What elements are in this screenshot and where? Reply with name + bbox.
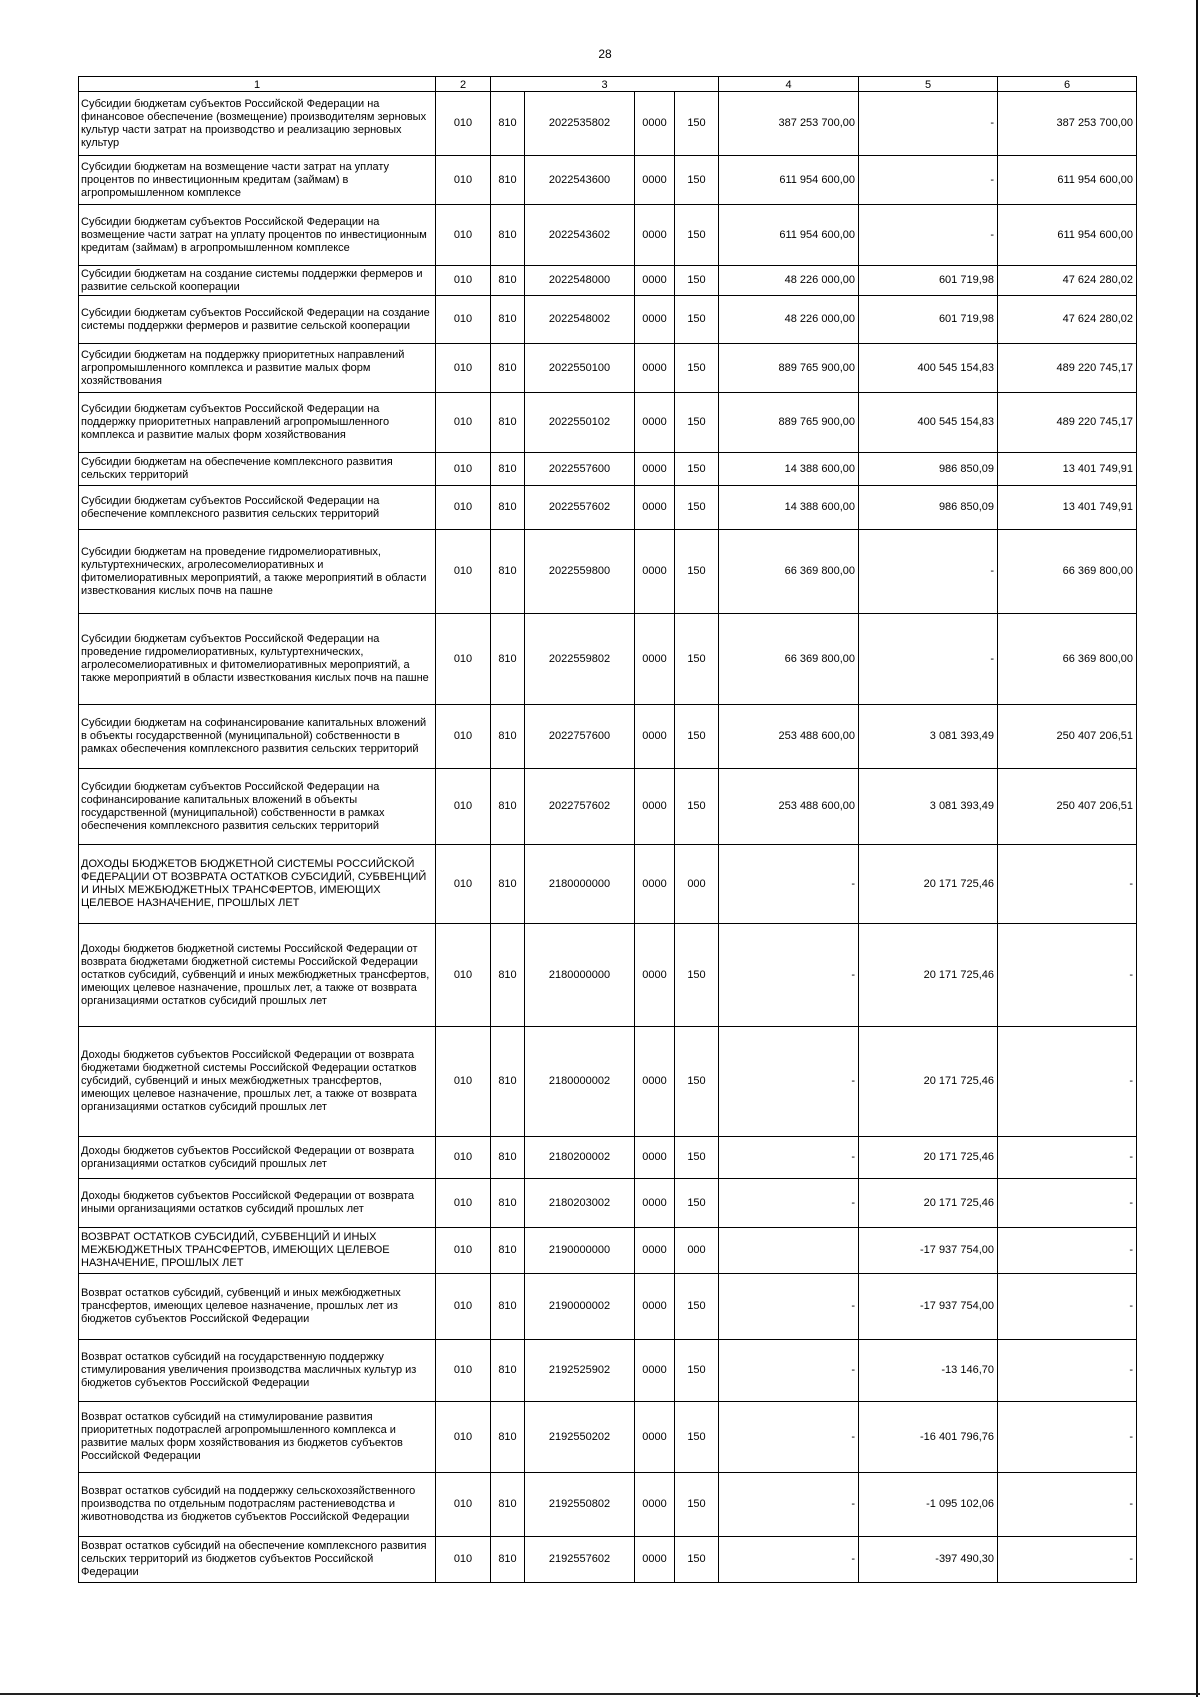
table-body bbox=[79, 77, 1137, 1583]
row-value-v6: - bbox=[998, 1274, 1137, 1340]
row-value-v4: 889 765 900,00 bbox=[719, 344, 859, 393]
table-row bbox=[79, 769, 1137, 845]
row-code-c4: 0000 bbox=[635, 1179, 675, 1228]
row-code-c1: 010 bbox=[436, 393, 491, 453]
row-code-c2: 810 bbox=[491, 1402, 525, 1473]
row-value-v4: 14 388 600,00 bbox=[719, 486, 859, 530]
row-code-c4: 0000 bbox=[635, 393, 675, 453]
row-code-c3: 2180200002 bbox=[525, 1137, 635, 1179]
row-value-v5: - bbox=[859, 92, 998, 156]
row-code-c5: 150 bbox=[675, 1473, 719, 1537]
row-value-v4: 387 253 700,00 bbox=[719, 92, 859, 156]
row-code-c5: 150 bbox=[675, 530, 719, 614]
table-row bbox=[79, 1537, 1137, 1583]
header-col-6: 6 bbox=[998, 77, 1137, 92]
row-code-c3: 2022557600 bbox=[525, 453, 635, 486]
row-code-c4: 0000 bbox=[635, 1473, 675, 1537]
row-value-v6: - bbox=[998, 1537, 1137, 1583]
row-code-c4: 0000 bbox=[635, 1537, 675, 1583]
row-name: Субсидии бюджетам субъектов Российской Федерации на проведение гидромелиоративных, культуртехнических, агролесомелиоративных и фитомелиоративных мероприятий, а также мероприятий в области известкования кислых почв на пашне bbox=[79, 614, 436, 705]
row-value-v4: - bbox=[719, 924, 859, 1027]
row-name: Субсидии бюджетам субъектов Российской Федерации на обеспечение комплексного развития сельских территорий bbox=[79, 486, 436, 530]
row-value-v4: 253 488 600,00 bbox=[719, 769, 859, 845]
header-col-1: 1 bbox=[79, 77, 436, 92]
row-code-c1: 010 bbox=[436, 1402, 491, 1473]
row-code-c4: 0000 bbox=[635, 705, 675, 769]
row-name: Доходы бюджетов субъектов Российской Федерации от возврата организациями остатков субсидий прошлых лет bbox=[79, 1137, 436, 1179]
row-name: Возврат остатков субсидий на государственную поддержку стимулирования увеличения производства масличных культур из бюджетов субъектов Российской Федерации bbox=[79, 1340, 436, 1402]
row-code-c1: 010 bbox=[436, 344, 491, 393]
row-value-v4: 66 369 800,00 bbox=[719, 530, 859, 614]
row-value-v4 bbox=[719, 1228, 859, 1274]
row-code-c1: 010 bbox=[436, 614, 491, 705]
row-code-c5: 150 bbox=[675, 266, 719, 296]
table-row bbox=[79, 845, 1137, 924]
row-value-v4: 889 765 900,00 bbox=[719, 393, 859, 453]
row-code-c2: 810 bbox=[491, 705, 525, 769]
row-name: Доходы бюджетов субъектов Российской Федерации от возврата бюджетами бюджетной системы Российской Федерации остатков субсидий, субвенций и иных межбюджетных трансфертов, имеющих целевое назначение, прошлых лет, а также от возврата организациями остатков субсидий прошлых лет bbox=[79, 1027, 436, 1137]
row-value-v5: - bbox=[859, 614, 998, 705]
row-code-c4: 0000 bbox=[635, 1402, 675, 1473]
row-code-c3: 2180000000 bbox=[525, 924, 635, 1027]
row-code-c3: 2190000000 bbox=[525, 1228, 635, 1274]
row-code-c3: 2022535802 bbox=[525, 92, 635, 156]
row-value-v6: 489 220 745,17 bbox=[998, 344, 1137, 393]
row-value-v6: - bbox=[998, 1137, 1137, 1179]
row-code-c4: 0000 bbox=[635, 1340, 675, 1402]
row-code-c2: 810 bbox=[491, 1274, 525, 1340]
row-value-v5: 20 171 725,46 bbox=[859, 1137, 998, 1179]
row-code-c1: 010 bbox=[436, 924, 491, 1027]
row-code-c4: 0000 bbox=[635, 156, 675, 205]
row-code-c4: 0000 bbox=[635, 614, 675, 705]
table-row bbox=[79, 486, 1137, 530]
row-code-c5: 150 bbox=[675, 486, 719, 530]
row-code-c3: 2192557602 bbox=[525, 1537, 635, 1583]
table-row bbox=[79, 1340, 1137, 1402]
row-code-c3: 2022543602 bbox=[525, 205, 635, 266]
table-row bbox=[79, 1473, 1137, 1537]
header-col-4: 4 bbox=[719, 77, 859, 92]
row-value-v5: -13 146,70 bbox=[859, 1340, 998, 1402]
row-code-c3: 2192525902 bbox=[525, 1340, 635, 1402]
row-code-c3: 2022757600 bbox=[525, 705, 635, 769]
row-value-v6: 66 369 800,00 bbox=[998, 530, 1137, 614]
row-code-c2: 810 bbox=[491, 924, 525, 1027]
row-code-c2: 810 bbox=[491, 344, 525, 393]
row-name: Субсидии бюджетам на поддержку приоритетных направлений агропромышленного комплекса и развитие малых форм хозяйствования bbox=[79, 344, 436, 393]
row-value-v4: - bbox=[719, 1179, 859, 1228]
row-code-c4: 0000 bbox=[635, 453, 675, 486]
table-row bbox=[79, 344, 1137, 393]
row-code-c3: 2022559802 bbox=[525, 614, 635, 705]
row-code-c2: 810 bbox=[491, 296, 525, 344]
row-code-c3: 2180000000 bbox=[525, 845, 635, 924]
table-row bbox=[79, 156, 1137, 205]
row-code-c1: 010 bbox=[436, 486, 491, 530]
row-code-c1: 010 bbox=[436, 1274, 491, 1340]
row-name: Субсидии бюджетам субъектов Российской Федерации на поддержку приоритетных направлений агропромышленного комплекса и развитие малых форм хозяйствования bbox=[79, 393, 436, 453]
row-code-c1: 010 bbox=[436, 1473, 491, 1537]
row-value-v5: 601 719,98 bbox=[859, 296, 998, 344]
row-code-c5: 150 bbox=[675, 92, 719, 156]
row-code-c1: 010 bbox=[436, 1137, 491, 1179]
table-row bbox=[79, 1274, 1137, 1340]
row-value-v6: 47 624 280,02 bbox=[998, 296, 1137, 344]
row-value-v5: 3 081 393,49 bbox=[859, 705, 998, 769]
row-code-c1: 010 bbox=[436, 705, 491, 769]
row-code-c5: 150 bbox=[675, 614, 719, 705]
row-value-v4: 611 954 600,00 bbox=[719, 156, 859, 205]
row-code-c5: 150 bbox=[675, 1340, 719, 1402]
row-code-c2: 810 bbox=[491, 266, 525, 296]
row-value-v4: - bbox=[719, 1137, 859, 1179]
row-code-c2: 810 bbox=[491, 1473, 525, 1537]
row-code-c2: 810 bbox=[491, 769, 525, 845]
table-row bbox=[79, 1137, 1137, 1179]
row-code-c5: 150 bbox=[675, 156, 719, 205]
row-name: Возврат остатков субсидий на поддержку сельскохозяйственного производства по отдельным подотраслям растениеводства и животноводства из бюджетов субъектов Российской Федерации bbox=[79, 1473, 436, 1537]
row-value-v5: - bbox=[859, 156, 998, 205]
row-code-c2: 810 bbox=[491, 1179, 525, 1228]
row-code-c1: 010 bbox=[436, 453, 491, 486]
row-code-c1: 010 bbox=[436, 1228, 491, 1274]
row-value-v5: -16 401 796,76 bbox=[859, 1402, 998, 1473]
row-code-c5: 150 bbox=[675, 205, 719, 266]
row-code-c3: 2192550802 bbox=[525, 1473, 635, 1537]
row-value-v6: 250 407 206,51 bbox=[998, 705, 1137, 769]
row-value-v6: 611 954 600,00 bbox=[998, 205, 1137, 266]
row-code-c3: 2022548000 bbox=[525, 266, 635, 296]
row-value-v4: 14 388 600,00 bbox=[719, 453, 859, 486]
row-value-v4: - bbox=[719, 1027, 859, 1137]
row-code-c3: 2022548002 bbox=[525, 296, 635, 344]
row-value-v6: 13 401 749,91 bbox=[998, 486, 1137, 530]
row-value-v4: 48 226 000,00 bbox=[719, 266, 859, 296]
row-code-c3: 2192550202 bbox=[525, 1402, 635, 1473]
row-code-c5: 150 bbox=[675, 1274, 719, 1340]
row-code-c2: 810 bbox=[491, 453, 525, 486]
row-code-c1: 010 bbox=[436, 1027, 491, 1137]
header-col-3: 3 bbox=[491, 77, 719, 92]
row-value-v5: 3 081 393,49 bbox=[859, 769, 998, 845]
row-name: Субсидии бюджетам субъектов Российской Федерации на возмещение части затрат на уплату процентов по инвестиционным кредитам (займам) в агропромышленном комплексе bbox=[79, 205, 436, 266]
row-name: ВОЗВРАТ ОСТАТКОВ СУБСИДИЙ, СУБВЕНЦИЙ И ИНЫХ МЕЖБЮДЖЕТНЫХ ТРАНСФЕРТОВ, ИМЕЮЩИХ ЦЕЛЕВОЕ НАЗНАЧЕНИЕ, ПРОШЛЫХ ЛЕТ bbox=[79, 1228, 436, 1274]
row-code-c1: 010 bbox=[436, 1537, 491, 1583]
row-code-c3: 2190000002 bbox=[525, 1274, 635, 1340]
row-value-v5: - bbox=[859, 530, 998, 614]
row-value-v6: - bbox=[998, 1340, 1137, 1402]
row-code-c4: 0000 bbox=[635, 924, 675, 1027]
row-name: Возврат остатков субсидий, субвенций и иных межбюджетных трансфертов, имеющих целевое назначение, прошлых лет из бюджетов субъектов Российской Федерации bbox=[79, 1274, 436, 1340]
row-code-c1: 010 bbox=[436, 1340, 491, 1402]
row-code-c2: 810 bbox=[491, 1228, 525, 1274]
row-code-c3: 2180203002 bbox=[525, 1179, 635, 1228]
row-value-v5: -17 937 754,00 bbox=[859, 1228, 998, 1274]
table-row bbox=[79, 614, 1137, 705]
budget-table bbox=[78, 76, 1137, 1583]
row-value-v5: 20 171 725,46 bbox=[859, 1027, 998, 1137]
row-name: Субсидии бюджетам на проведение гидромелиоративных, культуртехнических, агролесомелиоративных и фитомелиоративных мероприятий, а также мероприятий в области известкования кислых почв на пашне bbox=[79, 530, 436, 614]
row-code-c5: 150 bbox=[675, 924, 719, 1027]
row-value-v5: - bbox=[859, 205, 998, 266]
row-code-c5: 150 bbox=[675, 344, 719, 393]
row-code-c2: 810 bbox=[491, 614, 525, 705]
row-code-c4: 0000 bbox=[635, 92, 675, 156]
row-value-v6: - bbox=[998, 924, 1137, 1027]
row-code-c2: 810 bbox=[491, 205, 525, 266]
row-value-v6: - bbox=[998, 1179, 1137, 1228]
table-row bbox=[79, 393, 1137, 453]
row-value-v5: -17 937 754,00 bbox=[859, 1274, 998, 1340]
row-value-v6: 387 253 700,00 bbox=[998, 92, 1137, 156]
row-name: Возврат остатков субсидий на стимулирование развития приоритетных подотраслей агропромышленного комплекса и развитие малых форм хозяйствования из бюджетов субъектов Российской Федерации bbox=[79, 1402, 436, 1473]
row-value-v5: -1 095 102,06 bbox=[859, 1473, 998, 1537]
row-code-c4: 0000 bbox=[635, 1027, 675, 1137]
row-code-c2: 810 bbox=[491, 530, 525, 614]
row-value-v6: - bbox=[998, 845, 1137, 924]
row-value-v5: 400 545 154,83 bbox=[859, 344, 998, 393]
row-value-v5: 20 171 725,46 bbox=[859, 845, 998, 924]
row-code-c3: 2022557602 bbox=[525, 486, 635, 530]
row-value-v6: - bbox=[998, 1228, 1137, 1274]
scan-edge-right bbox=[1196, 0, 1198, 1697]
header-col-2: 2 bbox=[436, 77, 491, 92]
header-row bbox=[79, 77, 1137, 92]
row-name: Субсидии бюджетам субъектов Российской Федерации на софинансирование капитальных вложений в объекты государственной (муниципальной) собственности в рамках обеспечения комплексного развития сельских территорий bbox=[79, 769, 436, 845]
row-code-c5: 150 bbox=[675, 1027, 719, 1137]
row-code-c2: 810 bbox=[491, 1537, 525, 1583]
row-code-c4: 0000 bbox=[635, 344, 675, 393]
row-value-v5: 20 171 725,46 bbox=[859, 1179, 998, 1228]
table-row bbox=[79, 1402, 1137, 1473]
table-row bbox=[79, 1228, 1137, 1274]
scan-edge-bottom bbox=[0, 1693, 1200, 1695]
row-code-c5: 150 bbox=[675, 296, 719, 344]
table-row bbox=[79, 453, 1137, 486]
row-value-v4: 253 488 600,00 bbox=[719, 705, 859, 769]
row-code-c5: 150 bbox=[675, 1137, 719, 1179]
row-name: Субсидии бюджетам на возмещение части затрат на уплату процентов по инвестиционным кредитам (займам) в агропромышленном комплексе bbox=[79, 156, 436, 205]
row-code-c1: 010 bbox=[436, 266, 491, 296]
row-value-v4: - bbox=[719, 1274, 859, 1340]
row-code-c4: 0000 bbox=[635, 486, 675, 530]
table-row bbox=[79, 205, 1137, 266]
row-value-v4: - bbox=[719, 1402, 859, 1473]
row-code-c2: 810 bbox=[491, 156, 525, 205]
row-code-c3: 2022550100 bbox=[525, 344, 635, 393]
row-value-v5: 986 850,09 bbox=[859, 453, 998, 486]
row-code-c5: 150 bbox=[675, 1402, 719, 1473]
row-code-c1: 010 bbox=[436, 156, 491, 205]
row-value-v6: 611 954 600,00 bbox=[998, 156, 1137, 205]
row-code-c3: 2022559800 bbox=[525, 530, 635, 614]
row-name: Субсидии бюджетам на обеспечение комплексного развития сельских территорий bbox=[79, 453, 436, 486]
row-code-c3: 2022543600 bbox=[525, 156, 635, 205]
row-code-c1: 010 bbox=[436, 845, 491, 924]
table-row bbox=[79, 705, 1137, 769]
row-code-c2: 810 bbox=[491, 845, 525, 924]
row-code-c1: 010 bbox=[436, 530, 491, 614]
row-value-v4: 48 226 000,00 bbox=[719, 296, 859, 344]
row-code-c2: 810 bbox=[491, 1027, 525, 1137]
row-code-c4: 0000 bbox=[635, 1137, 675, 1179]
table-row bbox=[79, 296, 1137, 344]
row-name: Субсидии бюджетам на софинансирование капитальных вложений в объекты государственной (муниципальной) собственности в рамках обеспечения комплексного развития сельских территорий bbox=[79, 705, 436, 769]
row-name: Возврат остатков субсидий на обеспечение комплексного развития сельских территорий из бюджетов субъектов Российской Федерации bbox=[79, 1537, 436, 1583]
row-code-c5: 150 bbox=[675, 769, 719, 845]
row-value-v6: 250 407 206,51 bbox=[998, 769, 1137, 845]
row-code-c4: 0000 bbox=[635, 1228, 675, 1274]
row-code-c1: 010 bbox=[436, 296, 491, 344]
row-code-c3: 2180000002 bbox=[525, 1027, 635, 1137]
table-row bbox=[79, 924, 1137, 1027]
row-value-v4: - bbox=[719, 1473, 859, 1537]
table-row bbox=[79, 92, 1137, 156]
table-row bbox=[79, 266, 1137, 296]
row-value-v6: 13 401 749,91 bbox=[998, 453, 1137, 486]
row-value-v4: - bbox=[719, 1340, 859, 1402]
row-code-c3: 2022757602 bbox=[525, 769, 635, 845]
row-code-c5: 000 bbox=[675, 845, 719, 924]
row-code-c2: 810 bbox=[491, 393, 525, 453]
row-code-c4: 0000 bbox=[635, 769, 675, 845]
row-name: Субсидии бюджетам на создание системы поддержки фермеров и развитие сельской кооперации bbox=[79, 266, 436, 296]
row-code-c1: 010 bbox=[436, 92, 491, 156]
row-code-c2: 810 bbox=[491, 92, 525, 156]
row-code-c4: 0000 bbox=[635, 530, 675, 614]
table-row bbox=[79, 530, 1137, 614]
row-name: ДОХОДЫ БЮДЖЕТОВ БЮДЖЕТНОЙ СИСТЕМЫ РОССИЙСКОЙ ФЕДЕРАЦИИ ОТ ВОЗВРАТА ОСТАТКОВ СУБСИДИЙ, СУБВЕНЦИЙ И ИНЫХ МЕЖБЮДЖЕТНЫХ ТРАНСФЕРТОВ, ИМЕЮЩИХ ЦЕЛЕВОЕ НАЗНАЧЕНИЕ, ПРОШЛЫХ ЛЕТ bbox=[79, 845, 436, 924]
row-name: Субсидии бюджетам субъектов Российской Федерации на создание системы поддержки фермеров и развитие сельской кооперации bbox=[79, 296, 436, 344]
row-value-v6: - bbox=[998, 1473, 1137, 1537]
table-row bbox=[79, 1027, 1137, 1137]
row-code-c2: 810 bbox=[491, 486, 525, 530]
row-value-v5: -397 490,30 bbox=[859, 1537, 998, 1583]
page-number: 28 bbox=[598, 47, 612, 61]
row-value-v4: 66 369 800,00 bbox=[719, 614, 859, 705]
row-code-c4: 0000 bbox=[635, 266, 675, 296]
row-code-c5: 000 bbox=[675, 1228, 719, 1274]
row-value-v5: 986 850,09 bbox=[859, 486, 998, 530]
row-code-c4: 0000 bbox=[635, 1274, 675, 1340]
row-value-v5: 400 545 154,83 bbox=[859, 393, 998, 453]
row-value-v6: 66 369 800,00 bbox=[998, 614, 1137, 705]
row-code-c5: 150 bbox=[675, 1537, 719, 1583]
row-value-v6: 47 624 280,02 bbox=[998, 266, 1137, 296]
row-value-v4: - bbox=[719, 845, 859, 924]
row-value-v5: 601 719,98 bbox=[859, 266, 998, 296]
row-code-c1: 010 bbox=[436, 1179, 491, 1228]
row-code-c4: 0000 bbox=[635, 205, 675, 266]
row-code-c2: 810 bbox=[491, 1137, 525, 1179]
row-code-c5: 150 bbox=[675, 393, 719, 453]
row-code-c1: 010 bbox=[436, 205, 491, 266]
row-name: Доходы бюджетов бюджетной системы Российской Федерации от возврата бюджетами бюджетной системы Российской Федерации остатков субсидий, субвенций и иных межбюджетных трансфертов, имеющих целевое назначение, прошлых лет, а также от возврата организациями остатков субсидий прошлых лет bbox=[79, 924, 436, 1027]
row-value-v6: 489 220 745,17 bbox=[998, 393, 1137, 453]
row-code-c5: 150 bbox=[675, 453, 719, 486]
row-code-c5: 150 bbox=[675, 1179, 719, 1228]
header-col-5: 5 bbox=[859, 77, 998, 92]
row-code-c4: 0000 bbox=[635, 296, 675, 344]
row-value-v6: - bbox=[998, 1402, 1137, 1473]
row-value-v4: - bbox=[719, 1537, 859, 1583]
row-value-v4: 611 954 600,00 bbox=[719, 205, 859, 266]
row-code-c5: 150 bbox=[675, 705, 719, 769]
row-code-c2: 810 bbox=[491, 1340, 525, 1402]
row-code-c1: 010 bbox=[436, 769, 491, 845]
row-value-v6: - bbox=[998, 1027, 1137, 1137]
row-value-v5: 20 171 725,46 bbox=[859, 924, 998, 1027]
table-row bbox=[79, 1179, 1137, 1228]
row-code-c3: 2022550102 bbox=[525, 393, 635, 453]
row-code-c4: 0000 bbox=[635, 845, 675, 924]
row-name: Субсидии бюджетам субъектов Российской Федерации на финансовое обеспечение (возмещение) производителям зерновых культур части затрат на производство и реализацию зерновых культур bbox=[79, 92, 436, 156]
row-name: Доходы бюджетов субъектов Российской Федерации от возврата иными организациями остатков субсидий прошлых лет bbox=[79, 1179, 436, 1228]
